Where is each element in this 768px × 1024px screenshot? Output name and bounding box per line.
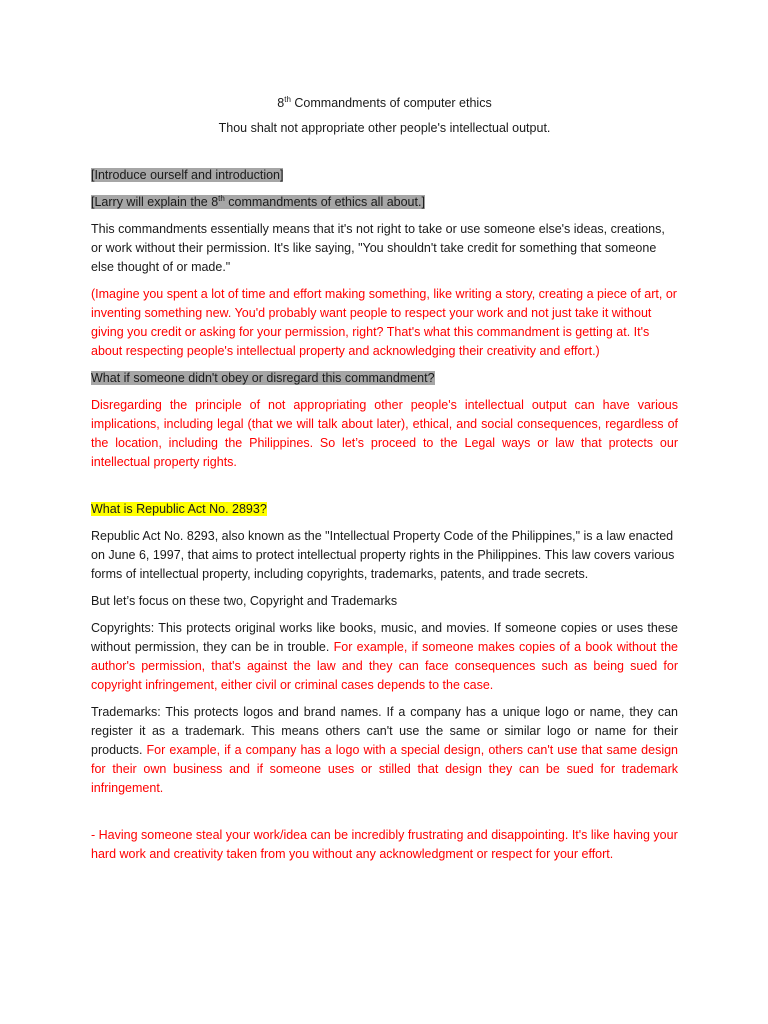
paragraph-imagine: (Imagine you spent a lot of time and effort making something, like writing a story, creating a piece of art, or inventing something new. You'd probably want people to respect your work and not just take it without giving you credit or asking for your permission, right? That's what this commandment is getting at. It's about respecting people's intellectual property and acknowledging their creativity and effort.): [91, 287, 677, 358]
title-text: Commandments of computer ethics: [290, 96, 492, 110]
larry-note-superscript: th: [218, 193, 225, 203]
document-page: [91, 88, 678, 864]
paragraph-copyrights: [91, 619, 678, 695]
copyrights-example: For example, if someone makes copies of a book without the author's permission, that's against the law and they can face consequences such as being sued for copyright infringement, either civil or criminal cases depends to the case.: [91, 640, 678, 692]
intro-note-text: [Introduce ourself and introduction]: [91, 168, 284, 182]
larry-note-prefix: [Larry will explain the 8: [91, 195, 219, 209]
paragraph-focus: But let’s focus on these two, Copyright and Trademarks: [91, 594, 398, 608]
question-disobey: [91, 369, 678, 388]
larry-note-rest: commandments of ethics all about.]: [224, 195, 425, 209]
question-disobey-text: What if someone didn't obey or disregard this commandment?: [91, 371, 435, 385]
paragraph-meaning: This commandments essentially means that it's not right to take or use someone else's ideas, creations, or work without their permission. It's like saying, "You shouldn't take credit for something that someone else thought of or made.": [91, 222, 665, 274]
larry-note: [91, 193, 678, 212]
copyrights-text: Copyrights: This protects original works like books, music, and movies. If someone copies or uses these without permission, they can be in trouble.: [91, 621, 678, 654]
intro-note: [91, 166, 678, 185]
trademarks-text: Trademarks: This protects logos and brand names. If a company has a unique logo or name, they can register it as a trademark. This means others can't use the same or similar logo or name for their products.: [91, 705, 678, 757]
larry-note-text: [91, 195, 425, 209]
paragraph-disregard: Disregarding the principle of not appropriating other people's intellectual output can have various implications, including legal (that we will talk about later), ethical, and social consequences, regardless of the location, including the Philippines. So let’s proceed to the Legal ways or law that protects our intellectual property rights.: [91, 398, 678, 469]
document-title: [91, 94, 678, 113]
title-number: 8: [277, 96, 285, 110]
paragraph-republic-act: Republic Act No. 8293, also known as the "Intellectual Property Code of the Philippines," is a law enacted on June 6, 1997, that aims to protect intellectual property rights in the Philippines. This law covers various forms of intellectual property, including copyrights, trademarks, patents, and trade secrets.: [91, 529, 675, 581]
question-republic-act: [91, 500, 678, 519]
paragraph-closing: - Having someone steal your work/idea can be incredibly frustrating and disappointing. It's like having your hard work and creativity taken from you without any acknowledgment or respect for your effort.: [91, 828, 678, 861]
title-superscript: th: [284, 94, 291, 104]
paragraph-trademarks: [91, 703, 678, 798]
question-republic-act-text: What is Republic Act No. 2893?: [91, 502, 267, 516]
trademarks-example: For example, if a company has a logo with a special design, others can't use that same design for their own business and if someone uses or stilled that design they can be sued for trademark infringement.: [91, 743, 679, 795]
document-subtitle: Thou shalt not appropriate other people's intellectual output.: [218, 121, 551, 135]
